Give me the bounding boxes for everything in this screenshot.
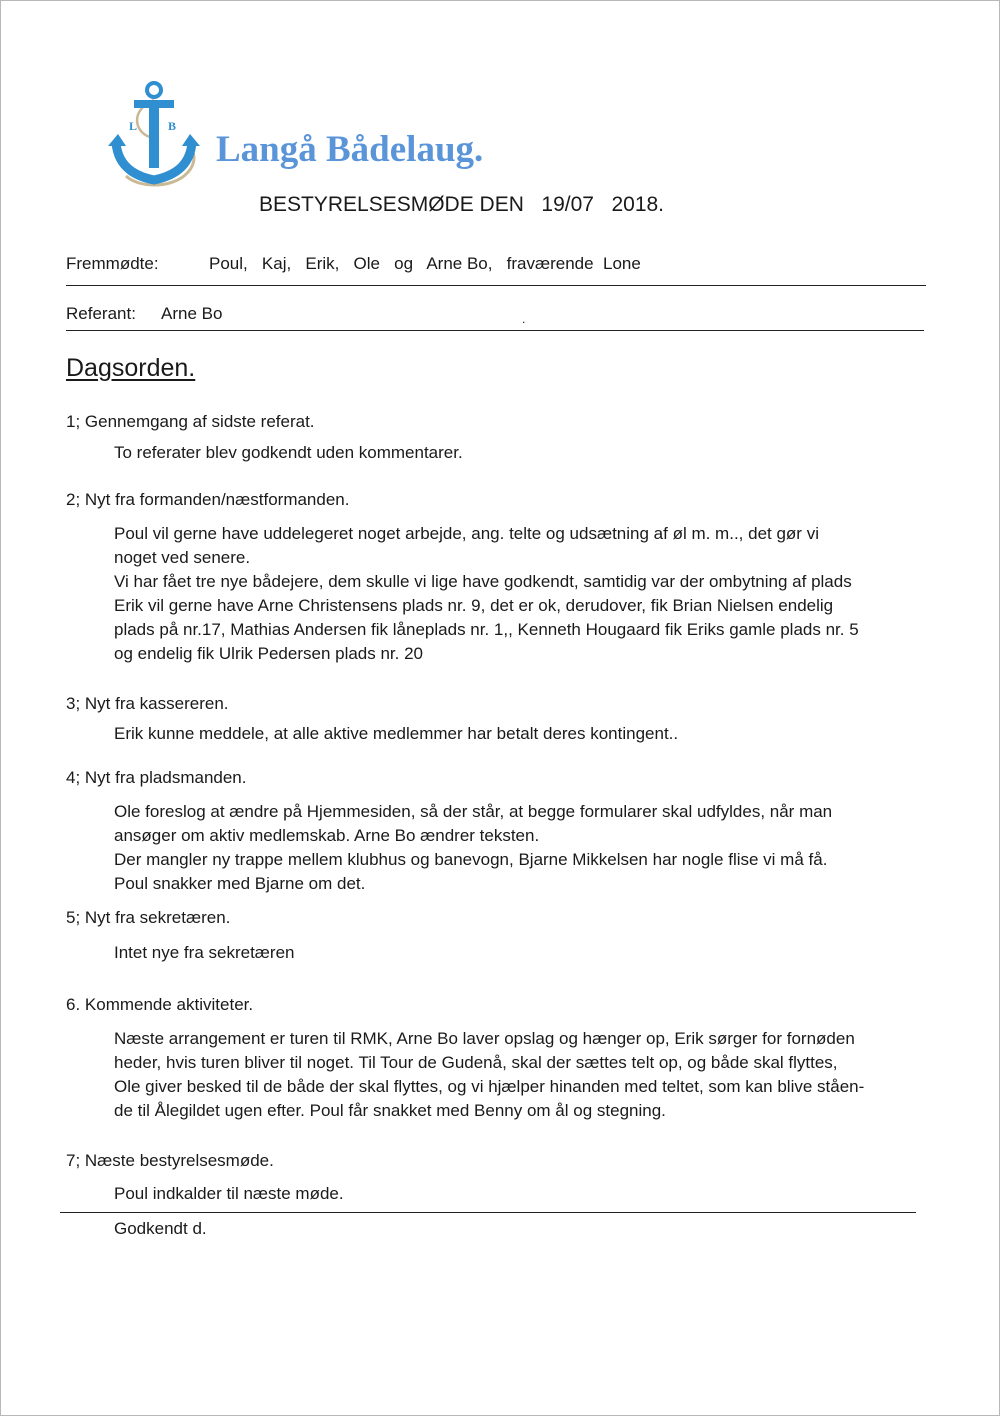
- attendance-rule: [66, 285, 926, 286]
- body-line: og endelig fik Ulrik Pedersen plads nr. 20: [114, 644, 424, 663]
- body-line: Erik vil gerne have Arne Christensens plads nr. 9, det er ok, derudover, fik Brian Nielsen endelig: [114, 596, 834, 615]
- body-line: Intet nye fra sekretæren: [114, 943, 295, 962]
- referent-rule: [66, 330, 924, 331]
- section-title: 4; Nyt fra pladsmanden.: [66, 768, 247, 787]
- approved-text: Godkendt d.: [114, 1219, 207, 1238]
- approved-line: [114, 1217, 934, 1241]
- org-name: Langå Bådelaug.: [216, 129, 484, 170]
- logo-letter-l: L: [129, 119, 138, 133]
- body-line: heder, hvis turen bliver til noget. Til Tour de Gudenå, skal der sættes telt op, og både skal flyttes,: [114, 1053, 838, 1072]
- stray-dot: .: [522, 312, 526, 326]
- attendance-label: Fremmødte:: [66, 254, 159, 273]
- section-title: 6. Kommende aktiviteter.: [66, 995, 254, 1014]
- body-line: Poul vil gerne have uddelegeret noget arbejde, ang. telte og udsætning af øl m. m.., det gør vi: [114, 524, 819, 543]
- body-line: Vi har fået tre nye bådejere, dem skulle vi lige have godkendt, samtidig var der ombytning af plads: [114, 572, 852, 591]
- body-line: Næste arrangement er turen til RMK, Arne Bo laver opslag og hænger op, Erik sørger for fornøden: [114, 1029, 855, 1048]
- section-body: [114, 941, 934, 965]
- attendance-names: Poul, Kaj, Erik, Ole og Arne Bo, fraværende Lone: [209, 254, 641, 273]
- body-line: Poul snakker med Bjarne om det.: [114, 874, 366, 893]
- body-line: Ole giver besked til de både der skal flyttes, og vi hjælper hinanden med teltet, som kan blive ståen-: [114, 1077, 865, 1096]
- section-title: 7; Næste bestyrelsesmøde.: [66, 1151, 274, 1170]
- body-line: de til Ålegildet ugen efter. Poul får snakket med Benny om ål og stegning.: [114, 1101, 666, 1120]
- section-title: 5; Nyt fra sekretæren.: [66, 908, 231, 927]
- referent-label: Referant:: [66, 304, 136, 323]
- logo-letter-b: B: [168, 119, 177, 133]
- body-line: Poul indkalder til næste møde.: [114, 1184, 344, 1203]
- section-body: [114, 1027, 934, 1123]
- section-title: 3; Nyt fra kassereren.: [66, 694, 229, 713]
- referent-name: Arne Bo: [161, 304, 223, 323]
- section-body: [114, 522, 934, 666]
- agenda-heading: Dagsorden.: [66, 354, 196, 382]
- footer-rule: [60, 1212, 916, 1213]
- anchor-logo-icon: [104, 80, 204, 190]
- section-title: 1; Gennemgang af sidste referat.: [66, 412, 315, 431]
- body-line: ansøger om aktiv medlemskab. Arne Bo ændrer teksten.: [114, 826, 540, 845]
- meeting-title: BESTYRELSESMØDE DEN 19/07 2018.: [259, 193, 665, 216]
- section-title: 2; Nyt fra formanden/næstformanden.: [66, 490, 350, 509]
- body-line: To referater blev godkendt uden kommentarer.: [114, 443, 463, 462]
- section-body: [114, 441, 934, 465]
- body-line: Der mangler ny trappe mellem klubhus og banevogn, Bjarne Mikkelsen har nogle flise vi må få.: [114, 850, 828, 869]
- section-body: [114, 800, 934, 896]
- body-line: plads på nr.17, Mathias Andersen fik låneplads nr. 1,, Kenneth Hougaard fik Eriks gamle plads nr. 5: [114, 620, 859, 639]
- body-line: noget ved senere.: [114, 548, 251, 567]
- body-line: Erik kunne meddele, at alle aktive medlemmer har betalt deres kontingent..: [114, 724, 679, 743]
- body-line: Ole foreslog at ændre på Hjemmesiden, så der står, at begge formularer skal udfyldes, når man: [114, 802, 833, 821]
- section-body: [114, 1182, 934, 1206]
- section-body: [114, 722, 934, 746]
